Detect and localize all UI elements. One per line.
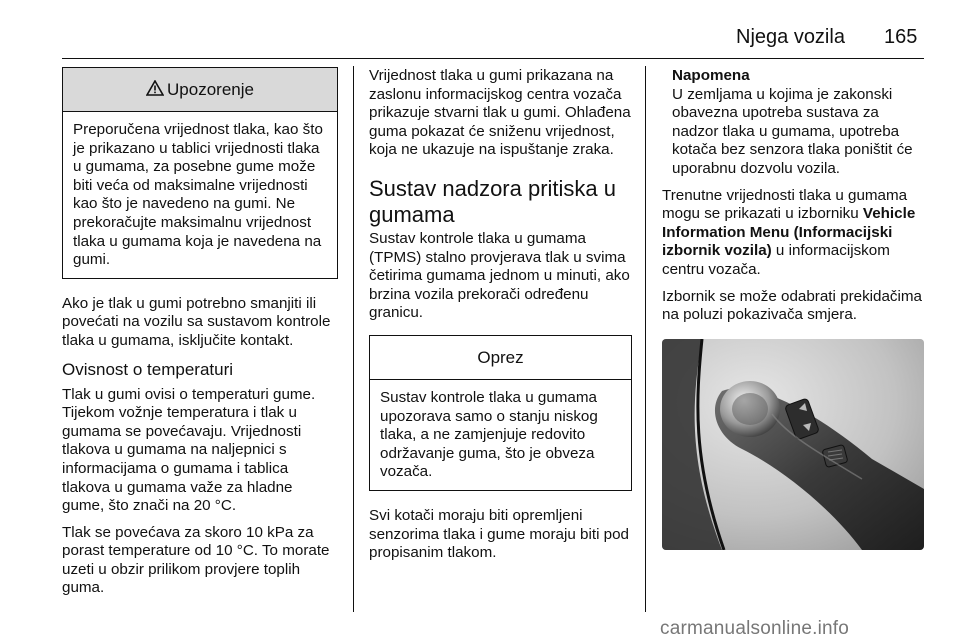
header-rule (62, 58, 924, 59)
menu-name: Vehicle Information Menu (Informacijski izbornik vozila) (662, 205, 916, 260)
left-column (62, 67, 338, 606)
turn-signal-stalk-photo (662, 339, 924, 550)
caution-text: Sustav kontrole tlaka u gumama upozorava samo o stanju niskog tlaka, a ne zamjenjuje redovito održavanje guma, što je obveza vozača. (380, 388, 598, 481)
section-heading-tpms: Sustav nadzora pritiska u gumama (369, 175, 617, 227)
warning-title: Upozorenje (167, 80, 254, 99)
note-block (662, 67, 926, 179)
note-text: U zemljama u kojima je zakonski obavezna upotreba sustava za nadzor tlaka u gumama, upotreba kotača bez senzora tlaka poništit će uporabnu dozvolu vozila. (672, 85, 913, 177)
caution-header: Oprez (370, 336, 631, 380)
watermark: carmanualsonline.info (660, 618, 850, 639)
menu-text-start: Trenutne vrijednosti tlaka u gumama mogu se prikazati u izborniku (662, 186, 908, 223)
column-divider-right (645, 66, 646, 612)
paragraph-tpms-description: Sustav kontrole tlaka u gumama (TPMS) stalno provjerava tlak u svima četirima gumama jednom u minuti, ako brzina vozila prekorači određenu granicu. (369, 229, 630, 322)
paragraph-displayed-pressure: Vrijednost tlaka u gumi prikazana na zaslonu informacijskog centra vozača prikazuje stvarni tlak u gumi. Ohlađena guma pokazat će sniženu vrijednost, koja ne ukazuje na ispuštanje zraka. (369, 67, 631, 159)
paragraph-sensors-required: Svi kotači moraju biti opremljeni senzorima tlaka i gume moraju biti pod propisanim tlakom. (369, 506, 629, 562)
paragraph-menu-selection: Izbornik se može odabrati prekidačima na poluzi pokazivača smjera. (662, 287, 922, 324)
caution-box (369, 335, 632, 491)
warning-box (62, 67, 338, 279)
paragraph-temperature-dependence: Tlak u gumi ovisi o temperaturi gume. Tijekom vožnje temperatura i tlak u gumama se povećavaju. Vrijednosti tlakova u gumama na naljepnici s informacijama o gumama i tablica tlakova u gumama važe za hladne gume, što znači na 20 °C. (62, 385, 316, 515)
warning-header (63, 68, 337, 112)
warning-triangle-icon (146, 69, 164, 85)
middle-column (369, 67, 632, 571)
note-title: Napomena (672, 67, 750, 84)
column-divider-left (353, 66, 354, 612)
paragraph-vehicle-info-menu (662, 187, 926, 280)
subheading-temperature: Ovisnost o temperaturi (62, 359, 234, 379)
paragraph-pressure-increase: Tlak se povećava za skoro 10 kPa za porast temperature od 10 °C. To morate uzeti u obzir prilikom provjere toplih guma. (62, 523, 330, 597)
running-header-title: Njega vozila (736, 26, 845, 48)
warning-text: Preporučena vrijednost tlaka, kao što je prikazano u tablici vrijednosti tlaka u gumama, za posebne gume može biti veća od maksimalne vrijednosti kao što je navedeno na gumi. Ne prekoračujte maksimalnu vrijednost tlaka u gumama koja je navedena na gumi. (73, 121, 323, 269)
page-number: 165 (884, 26, 918, 48)
right-column (662, 67, 926, 333)
menu-text-end: u informacijskom centru vozača. (662, 242, 890, 278)
paragraph-deflate-inflate: Ako je tlak u gumi potrebno smanjiti ili povećati na vozilu sa sustavom kontrole tlaka u gumama, isključite kontakt. (62, 294, 331, 349)
